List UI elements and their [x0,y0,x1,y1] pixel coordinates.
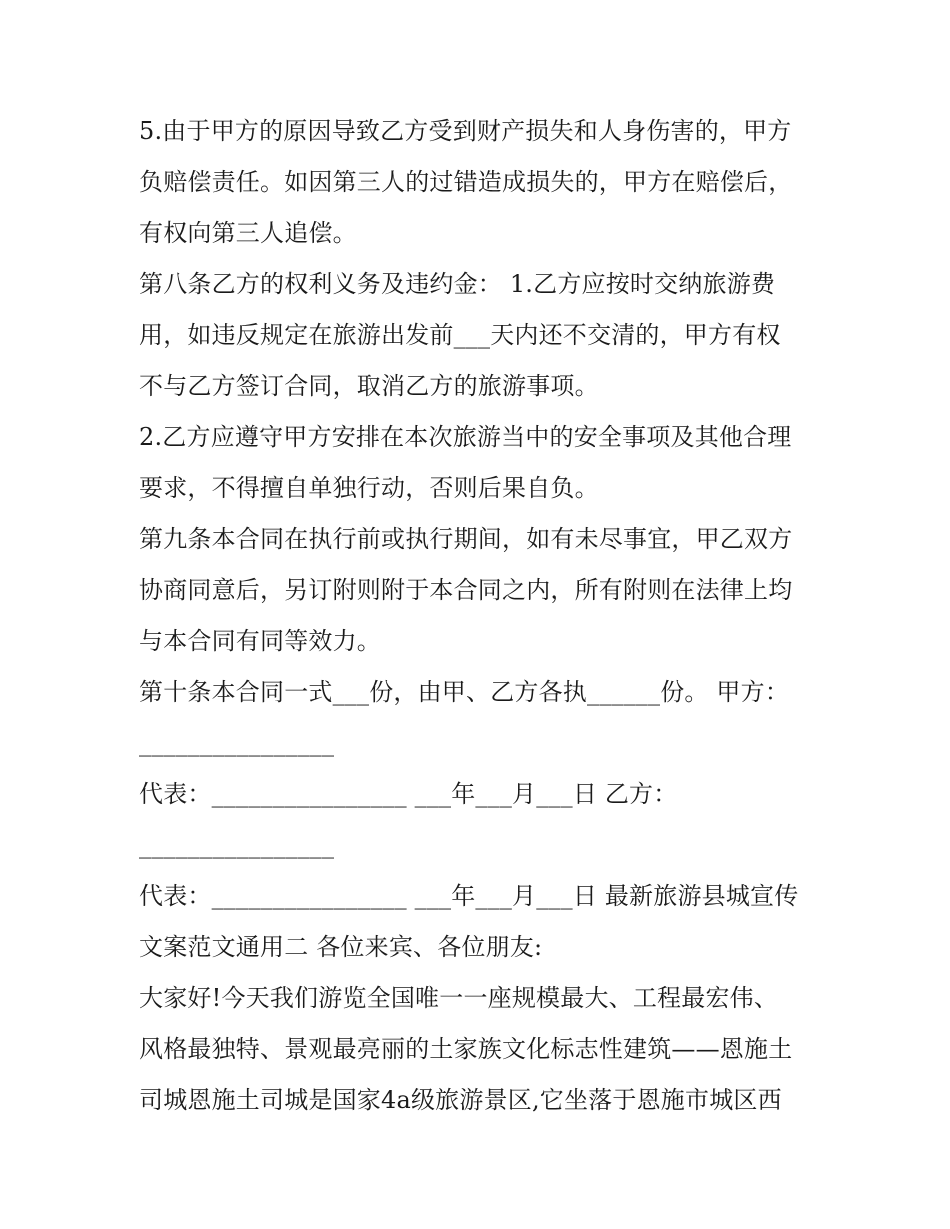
text-line: 协商同意后，另订附则附于本合同之内，所有附则在法律上均 [139,576,793,604]
text-line: 用，如违反规定在旅游出发前___天内还不交清的，甲方有权 [139,321,781,349]
text-line: 5.由于甲方的原因导致乙方受到财产损失和人身伤害的，甲方 [139,117,792,145]
text-line: 第九条本合同在执行前或执行期间，如有未尽事宜，甲乙双方 [139,525,793,553]
text-line: 风格最独特、景观最亮丽的土家族文化标志性建筑——恩施土 [139,1035,793,1063]
text-line: 司城恩施土司城是国家4a级旅游景区,它坐落于恩施市城区西 [139,1086,782,1114]
text-line: 与本合同有同等效力。 [139,627,381,655]
signature-blank-line: ________________ [139,831,335,859]
text-line: 有权向第三人追偿。 [139,219,357,247]
text-line: 代表：________________ ___年___月___日 乙方： [139,780,678,808]
signature-blank-line: ________________ [139,729,335,757]
text-line: 负赔偿责任。如因第三人的过错造成损失的，甲方在赔偿后， [139,168,793,196]
document-body [139,106,819,1126]
text-line: 第十条本合同一式___份，由甲、乙方各执______份。 甲方： [139,678,790,706]
text-line: 2.乙方应遵守甲方安排在本次旅游当中的安全事项及其他合理 [139,423,792,451]
text-line: 大家好!今天我们游览全国唯一一座规模最大、工程最宏伟、 [139,984,779,1012]
text-line: 第八条乙方的权利义务及违约金： 1.乙方应按时交纳旅游费 [139,270,776,298]
text-line: 要求，不得擅自单独行动，否则后果自负。 [139,474,599,502]
text-line: 不与乙方签订合同，取消乙方的旅游事项。 [139,372,599,400]
text-line: 代表：________________ ___年___月___日 最新旅游县城宣传 [139,882,799,910]
text-line: 文案范文通用二 各位来宾、各位朋友: [139,933,543,961]
